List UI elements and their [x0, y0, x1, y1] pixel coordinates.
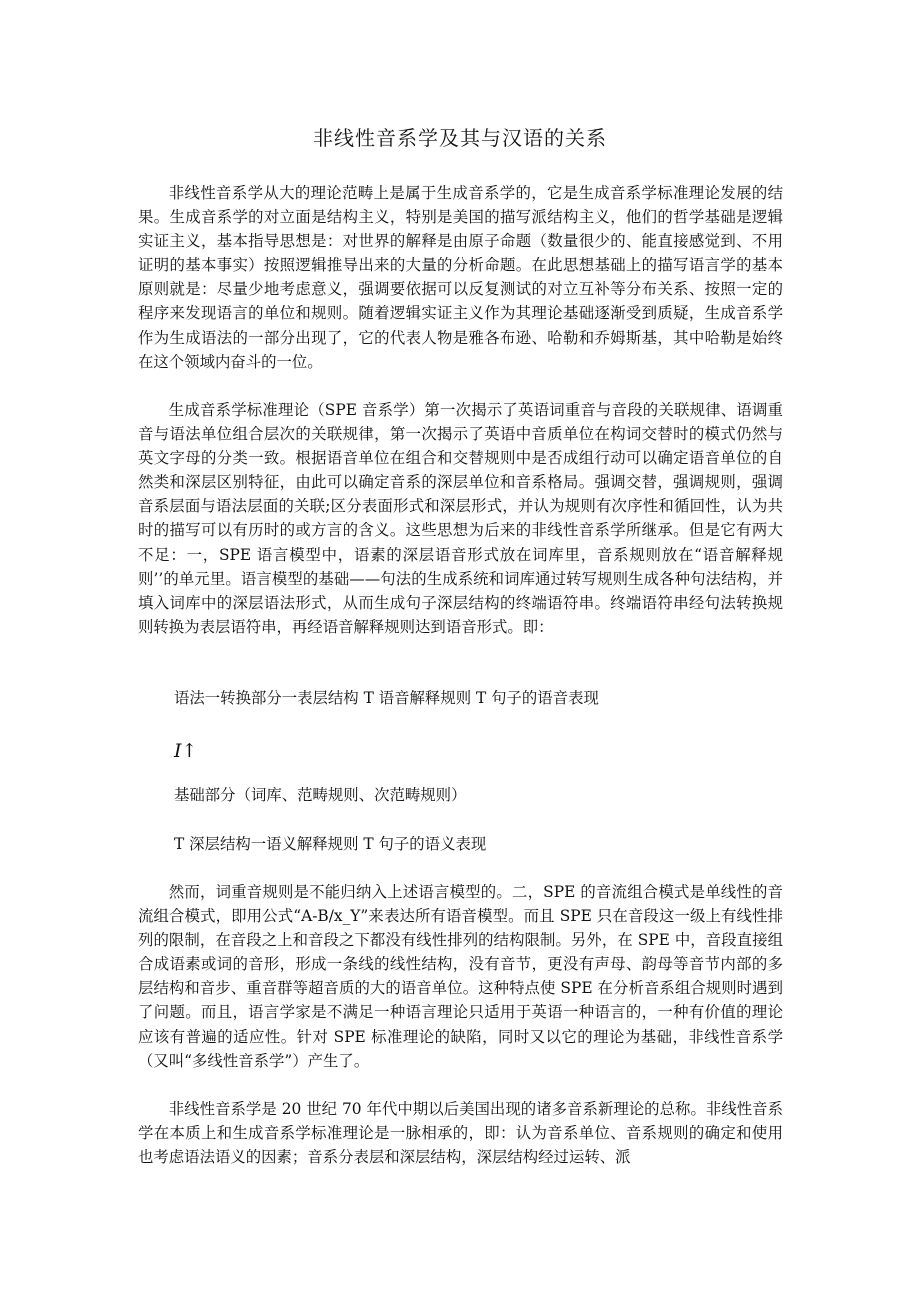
up-arrow-icon: ↑ — [181, 740, 198, 762]
formula-arrow — [174, 738, 197, 764]
document-title: 非线性音系学及其与汉语的关系 — [313, 126, 607, 150]
formula-arrow-letter: I — [174, 740, 182, 762]
paragraph-2: 生成音系学标准理论（SPE 音系学）第一次揭示了英语词重音与音段的关联规律、语调重音与语法单位组合层次的关联规律，第一次揭示了英语中音质单位在构词交替时的模式仍然与英文字母的分类一致。根据语音单位在组合和交替规则中是否成组行动可以确定语音单位的自然类和深层区别特征，由此可以确定音系的深层单位和音系格局。强调交替，强调规则，强调音系层面与语法层面的关联;区分表面形式和深层形式，并认为规则有次序性和循回性，认为共时的描写可以有历时的或方言的含义。这些思想为后来的非线性音系学所继承。但是它有两大不足：一，SPE 语言模型中，语素的深层语音形式放在词库里，音系规则放在“语音解释规则’’的单元里。语言模型的基础——句法的生成系统和词库通过转写规则生成各种句法结构，并填入词库中的深层语法形式，从而生成句子深层结构的终端语符串。终端语符串经句法转换规则转换为表层语符串，再经语音解释规则达到语音形式。即： — [138, 401, 783, 636]
formula-line-2: 基础部分（词库、范畴规则、次范畴规则） — [174, 786, 467, 804]
formula-line-3: T 深层结构一语义解释规则 T 句子的语义表现 — [174, 835, 487, 853]
paragraph-3: 然而，词重音规则是不能归纳入上述语言模型的。二，SPE 的音流组合模式是单线性的音流组合模式，即用公式“A-B/x_Y”来表达所有语音模型。而且 SPE 只在音段这一级上有线性排列的限制，在音段之上和音段之下都没有线性排列的结构限制。另外，在 SPE 中，音段直接组合成语素或词的音形，形成一条线的线性结构，没有音节，更没有声母、韵母等音节内部的多层结构和音步、重音群等超音质的大的语音单位。这种特点使 SPE 在分析音系组合规则时遇到了问题。而且，语言学家是不满足一种语言理论只适用于英语一种语言的，一种有价值的理论应该有普遍的适应性。针对 SPE 标准理论的缺陷，同时又以它的理论为基础，非线性音系学（又叫“多线性音系学”）产生了。 — [138, 883, 783, 1070]
formula-line-1: 语法一转换部分一表层结构 T 语音解释规则 T 句子的语音表现 — [174, 689, 599, 707]
paragraph-4: 非线性音系学是 20 世纪 70 年代中期以后美国出现的诸多音系新理论的总称。非线性音系学在本质上和生成音系学标准理论是一脉相承的，即：认为音系单位、音系规则的确定和使用也考虑语法语义的因素；音系分表层和深层结构，深层结构经过运转、派 — [138, 1100, 783, 1167]
paragraph-1: 非线性音系学从大的理论范畴上是属于生成音系学的，它是生成音系学标准理论发展的结果。生成音系学的对立面是结构主义，特别是美国的描写派结构主义，他们的哲学基础是逻辑实证主义，基本指导思想是：对世界的解释是由原子命题（数量很少的、能直接感觉到、不用证明的基本事实）按照逻辑推导出来的大量的分析命题。在此思想基础上的描写语言学的基本原则就是：尽量少地考虑意义，强调要依据可以反复测试的对立互补等分布关系、按照一定的程序来发现语言的单位和规则。随着逻辑实证主义作为其理论基础逐渐受到质疑，生成音系学作为生成语法的一部分出现了，它的代表人物是雅各布逊、哈勒和乔姆斯基，其中哈勒是始终在这个领域内奋斗的一位。 — [138, 184, 783, 371]
